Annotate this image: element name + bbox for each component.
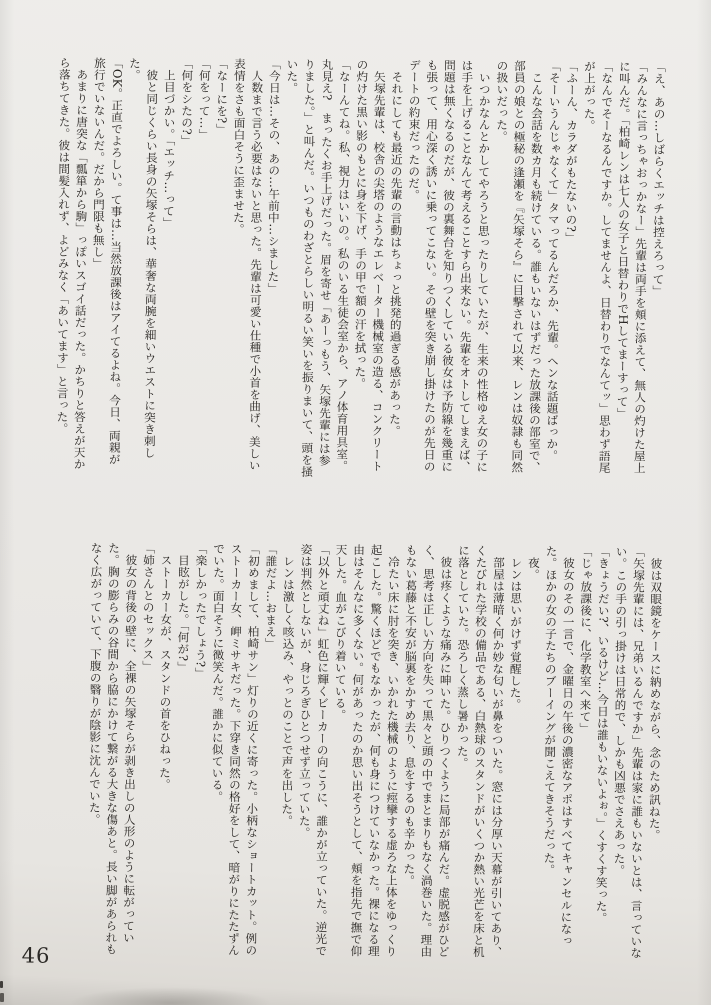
- paragraph: 彼は疼くような痛みに呻いた。ひりつくように局部が痛んだ。虚脱感がひどく、思考は正しい方向を失って黒々と頭の中でまとまりもなく渦巻いた。理由もない葛藤と不安が脳裏をかすめ去り、息をするのも辛かった。: [402, 544, 454, 958]
- paragraph: 「そーいうんじゃなくて」タマってるんだろか、先輩。ヘンな話題ばっか。: [545, 60, 562, 462]
- paragraph: ストーカー女が、スタンドの首をひねった。: [157, 542, 174, 791]
- paragraph: 彼と同じくらい長身の矢塚そらは、華奢な両腕を細いウエストに突き刺した。: [127, 57, 160, 459]
- paragraph: 彼は双眼鏡をケースに納めながら、念のため訊ねた。: [647, 545, 664, 841]
- paragraph: 「え、あの…しばらくエッチは控えろって」: [651, 60, 667, 297]
- paragraph: 「初めまして、柏崎サン」灯りの近くに寄った。小柄なショートカット。例のストーカー女、岬ミサキだった。下穿き同然の格好をして、暗がりにたたずんでいた。面白そうに微笑んだ。誰かに似ている。: [210, 542, 262, 957]
- paragraph: 冷たい床に肘を突き、いかれた機械のように痙攣する虚ろな上体をゆっくり起こした。驚くほどでもなかったが、何も身につけていなかった。裸になる理由はそんなに多くない。何があったのか思い出そうとして、頬を指先で撫で仰天した。血がこびり着いている。: [333, 543, 402, 958]
- paragraph: 人数まで言う必要はないと思った。先輩は可愛い仕種で小首を曲げ、美しい表情をさも面白そうに歪ませた。: [231, 57, 265, 472]
- paragraph: レンは思いがけず覚醒した。: [508, 544, 524, 711]
- paragraph: 彼女の背後の壁に、全裸の矢塚そらが剥き出しの人形のように転がっていた。胸の膨らみの谷間から脇にかけて繋がる大きな傷あと。長い脚があられもなく広がっていて、下腹の翳りが陰影に沈んでいた。: [87, 541, 139, 956]
- paragraph: 「なーにを?」: [214, 57, 230, 136]
- paragraph: 「楽しかったでしょう?」: [193, 542, 209, 680]
- paragraph: あまりに唐突な「瓢箪から駒」っぽいスゴイ話だった。かちりと答えが天から落ちてきた。彼は間髪入れず、よどみなく「あいてます」と言った。: [55, 56, 90, 470]
- paragraph: 「姉さんとのセックス」: [141, 542, 157, 673]
- paragraph: 「OK。正直でよろしい。て事は…当然放課後はアイてるよね。今日、両親が旅行でいないんだ。だから門限も無し」: [91, 56, 125, 466]
- paragraph: 「誰だよ…おまえ」: [263, 543, 279, 650]
- paragraph: 矢塚先輩は、校舎の尖塔のようなエレベーター機械室の造る、コンクリートの灼けた黒い影のもとに身を下げ、手の甲で額の汗を拭った。: [353, 58, 387, 473]
- paragraph: 「なんでそーなるんですか。してませんよ、日替わりでなんてッ」思わず語尾が上がった。: [582, 60, 615, 474]
- paragraph: レンは激しく咳込み、やっとのことで声を出した。: [280, 543, 297, 827]
- paragraph: 「何をって…」: [197, 57, 213, 141]
- paragraph: いつかなんとかしてやろうと思ったりしていたが、生来の性格ゆえ女の子には手を上げることなんて考えることすら出来ない。先輩をオトしてしまえば、問題は無くなるのだが、彼の裏舞台を知りつくしている彼女は予防線を幾重にも張って、用心深く誘いに乗ってこない。その壁を突き崩し掛けたのが先日のデートの約束だったのだ。: [407, 59, 492, 473]
- paragraph: 目眩がした。「何が?」: [176, 542, 192, 674]
- page-number: 46: [21, 943, 51, 968]
- paragraph: 「矢塚先輩には、兄弟いるんですか」先輩は家に誰もいないとは、言っていない。この手の引っ掛けは日常的で、しかも凶悪でさえあった。: [612, 545, 647, 959]
- scan-artifact-speck: [0, 981, 3, 988]
- paragraph: 夜。: [526, 545, 542, 581]
- top-text-block: [53, 57, 668, 480]
- paragraph: 部屋は薄暗く何か妙な匂いが鼻をついた。窓には分厚い天幕が引いてあり、くたびれた学校の備品である、白熱球のスタンドがいくつか熱い光芒を床と机に落としていた。恐ろしく蒸し暑かった。: [455, 544, 507, 958]
- paragraph: 「なーんてね。私、視力はいいの。私のいる生徒会室から、アノ体育用具室。丸見え? まったくお手上げだった。眉を寄せ「あーっもう、矢塚先輩には参りました。」と叫んだ。いつものわざとらしい明るい笑いを振りまいて、頭を掻いた。: [285, 58, 353, 478]
- paragraph: こんな会話を数カ月も続けている。誰もいないはずだった放課後の部室で、部員の娘との極秘の逢瀬を『矢塚そら』に目撃されて以来、レンは奴隷も同然の扱いだった。: [494, 59, 545, 474]
- paragraph: 「きょうだい?、いるけど…今日は誰もいないよぉ。」くすくす笑った。: [594, 545, 612, 924]
- paragraph: 彼女のその一言で、金曜日の午後の濃密なアポはすべてキャンセルになった。ほかの女の子たちのブーイングが聞こえてきそうだった。: [542, 545, 577, 947]
- bottom-text-block: [84, 542, 664, 961]
- paragraph: 「じゃ放課後に、化学教室へ来て」: [578, 545, 594, 735]
- paragraph: 「ふーん、カラダがもたないの?」: [564, 60, 580, 244]
- paragraph: 「みんなに言っちゃおっかなー」先輩は両手を頬に添えて、無人の灼けた屋上に叫んだ。「柏崎レンは七人の女子と日替わりでHしてまーすって」: [615, 60, 650, 474]
- paragraph: 上目づかい。「エッチ…って」: [161, 57, 178, 229]
- paragraph: 「何をシたの?」: [179, 57, 195, 147]
- paragraph: 「今日は…その、あの…午前中…シました」: [266, 58, 283, 295]
- scan-artifact-speck: [0, 993, 4, 1002]
- paragraph: それにしても最近の先輩の言動はちょっと挑発的過ぎる感があった。: [387, 59, 405, 437]
- paragraph: 「以外と頑丈ね」虹色に輝くビーカーの向こうに、誰かが立っていた。逆光で姿は判然としないが、身じろぎひとつせず立っていた。: [297, 543, 332, 957]
